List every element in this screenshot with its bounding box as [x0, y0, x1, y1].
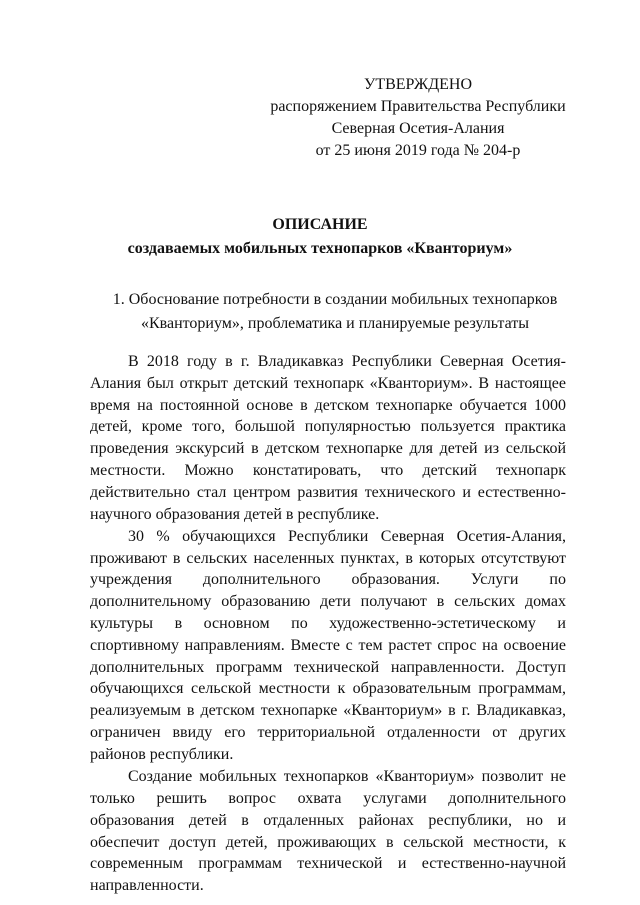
paragraph-1: В 2018 году в г. Владикавказ Республики Северная Осетия-Алания был открыт детский технопарк «Кванториум». В настоящее время на постоянной основе в детском технопарке обучается 1000 детей, кроме того, большой популярностью пользуется практика проведения экскурсий в детском технопарке для детей из сельской местности. Можно констатировать, что детский технопарк действительно стал центром развития технического и естественно-научного образования детей в республике.	[90, 353, 566, 523]
paragraph-2: 30 % обучающихся Республики Северная Осетия-Алания, проживают в сельских населенных пунктах, в которых отсутствуют учреждения дополнительного образования. Услуги по дополнительному образованию дети получают в сельских домах культуры в основном по художественно-эстетическому и спортивному направлениям. Вместе с тем растет спрос на освоение дополнительных программ технической направленности. Доступ обучающихся сельской местности к образовательным программам, реализуемым в детском технопарке «Кванториум» в г. Владикавказ, ограничен ввиду его территориальной отдаленности от других районов республики.	[90, 527, 566, 763]
section-heading-line-1: 1. Обоснование потребности в создании мобильных технопарков	[112, 291, 558, 308]
document-title: ОПИСАНИЕ	[272, 216, 368, 233]
approval-line-region: Северная Осетия-Алания	[331, 120, 505, 137]
document-subtitle: создаваемых мобильных технопарков «Кванториум»	[127, 240, 513, 257]
approval-line-order: распоряжением Правительства Республики	[270, 98, 566, 115]
approval-line-date: от 25 июня 2019 года № 204-р	[315, 142, 521, 159]
document-body	[90, 351, 566, 897]
paragraph-3: Создание мобильных технопарков «Кванториум» позволит не только решить вопрос охвата услугами дополнительного образования детей в отдаленных районах республики, но и обеспечит доступ детей, проживающих в сельской местности, к современным программам технической и естественно-научной направленности.	[90, 768, 566, 895]
section-heading	[90, 288, 580, 336]
approval-heading: УТВЕРЖДЕНО	[363, 76, 472, 93]
approval-stamp	[268, 74, 568, 162]
section-heading-line-2: «Кванториум», проблематика и планируемые результаты	[140, 315, 530, 332]
